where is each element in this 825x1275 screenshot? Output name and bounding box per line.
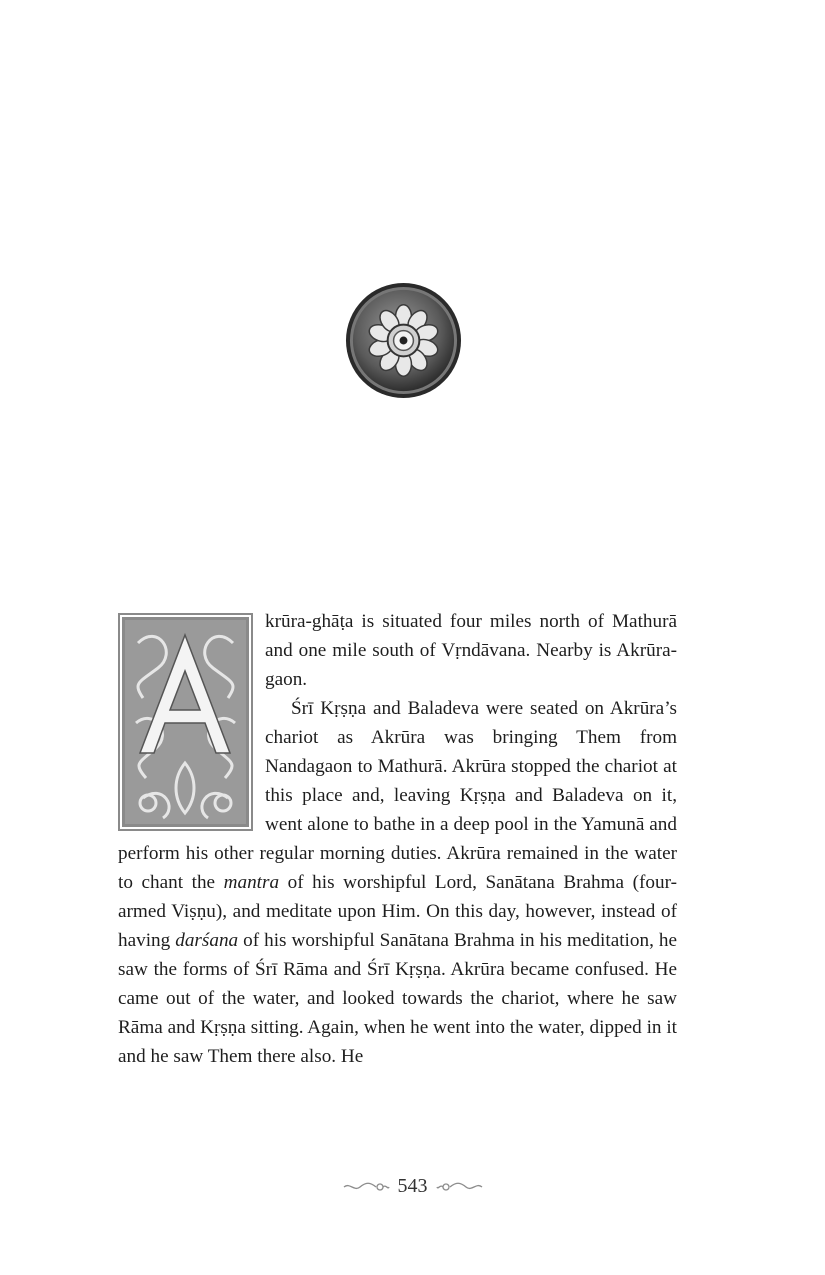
body-text bbox=[118, 607, 677, 1071]
paragraph-1-text: krūra-ghāṭa is situated four miles north of Mathurā and one mile south of Vṛndāvana. Nearby is Akrūra-gaon. bbox=[265, 611, 677, 690]
italic-term-darsana: darśana bbox=[175, 930, 239, 951]
paragraph-2-text-b: of his worshipful Lord, Sanātana Brahma (four-armed Viṣṇu), and meditate upon Him. On this day, however, instead of having bbox=[118, 872, 677, 951]
page-number: 543 bbox=[397, 1175, 428, 1197]
left-flourish-icon bbox=[342, 1180, 390, 1194]
drop-cap-A bbox=[118, 613, 253, 831]
paragraph-2-text-c: of his worshipful Sanātana Brahma in his meditation, he saw the forms of Śrī Rāma and Śrī Kṛṣṇa. Akrūra became confused. He came out of the water, and looked towards the chariot, where he saw Rāma and Kṛṣṇa sitting. Again, when he went into the water, dipped in it and he saw Them there also. He bbox=[118, 930, 677, 1067]
right-flourish-icon bbox=[436, 1180, 484, 1194]
italic-term-mantra: mantra bbox=[223, 872, 280, 893]
page-footer bbox=[0, 1175, 825, 1198]
paragraph-2-text-a: Śrī Kṛṣṇa and Baladeva were seated on Akrūra’s chariot as Akrūra was bringing Them from Nandagaon to Mathurā. Akrūra stopped the chariot at this place and, leaving Kṛṣṇa and Baladeva on it, went alone to bathe in a deep pool in the Yamunā and perform his other regular morning duties. Akrūra remained in the water to chant the bbox=[118, 698, 677, 893]
lotus-medallion-icon bbox=[344, 281, 463, 400]
